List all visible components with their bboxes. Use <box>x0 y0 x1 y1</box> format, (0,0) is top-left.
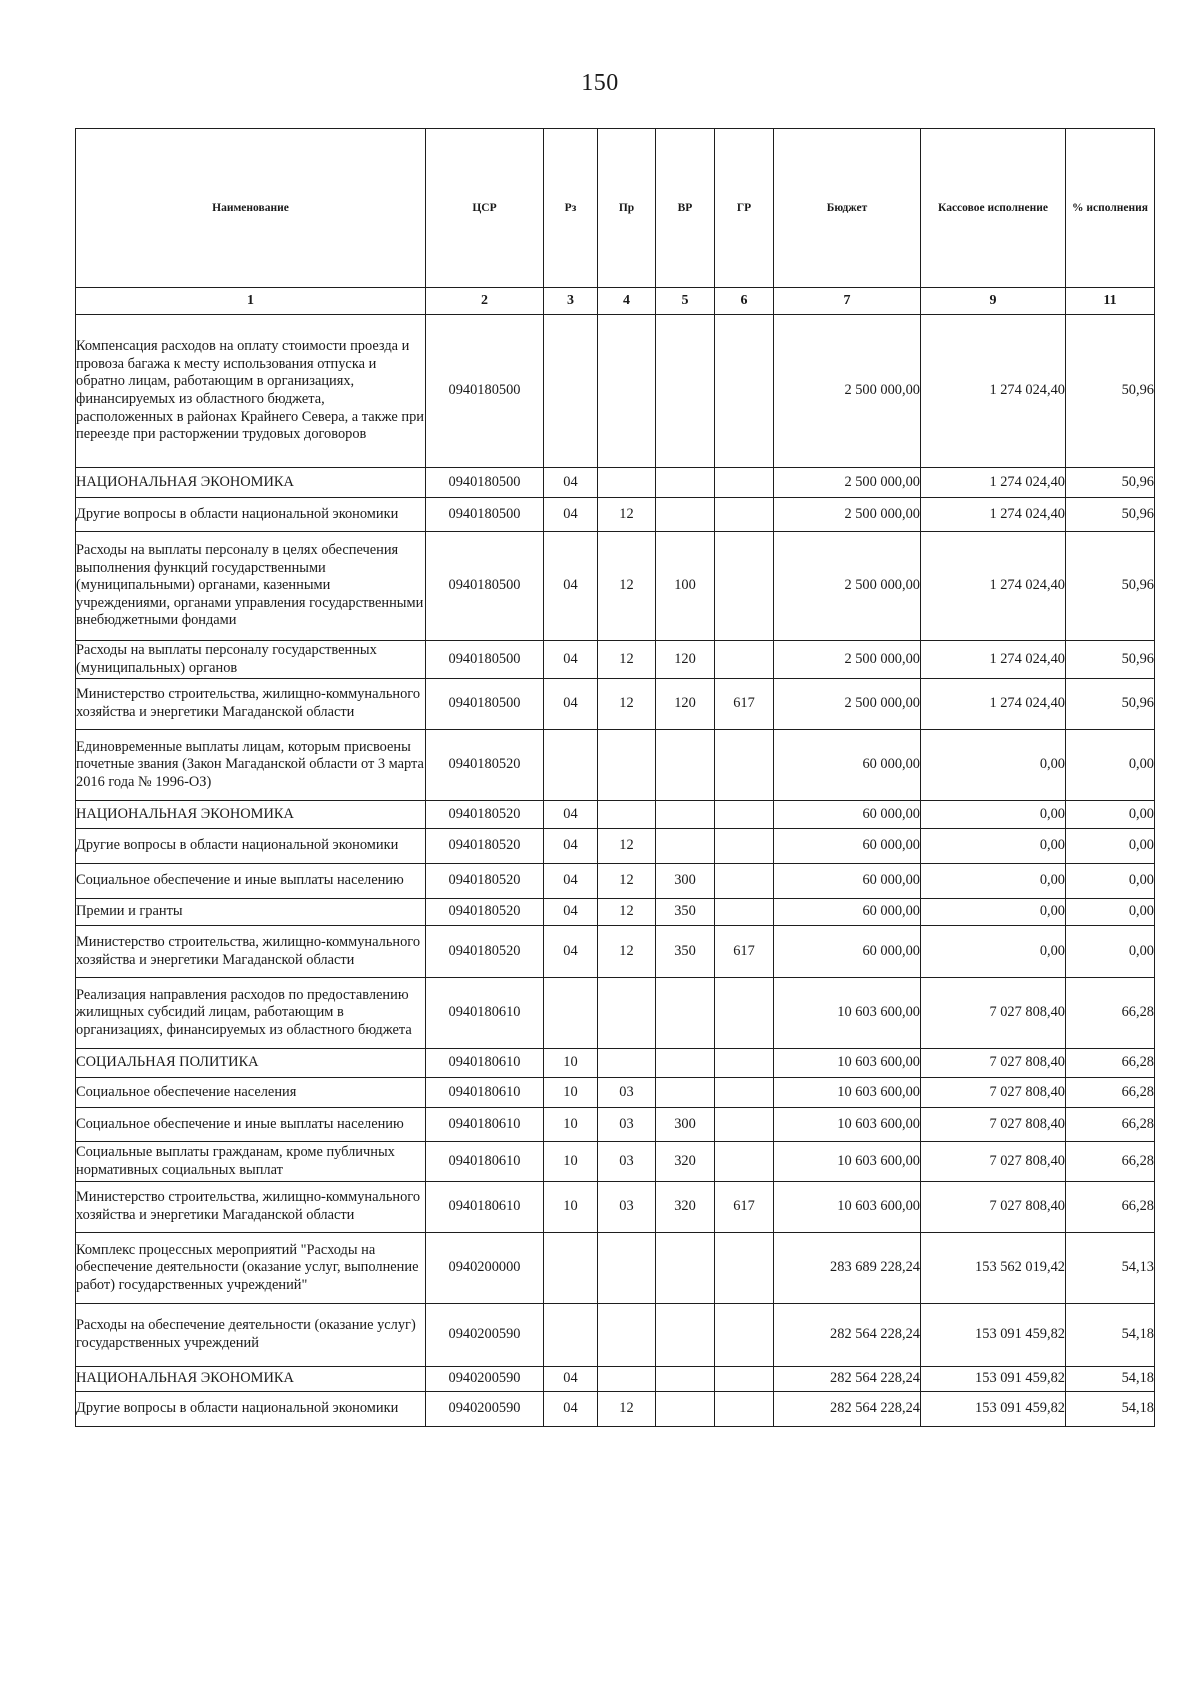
row-pr: 12 <box>598 926 656 978</box>
row-cash-execution: 0,00 <box>921 801 1066 829</box>
row-rz: 10 <box>544 1049 598 1078</box>
row-csr: 0940180500 <box>426 498 544 532</box>
row-name: Расходы на выплаты персоналу государственных (муниципальных) органов <box>76 641 426 679</box>
header-csr: ЦСР <box>426 129 544 288</box>
row-execution-percent: 50,96 <box>1066 679 1155 730</box>
row-name: Социальное обеспечение и иные выплаты населению <box>76 1108 426 1142</box>
row-name: НАЦИОНАЛЬНАЯ ЭКОНОМИКА <box>76 1367 426 1392</box>
table-row <box>76 498 1155 532</box>
row-pr <box>598 1233 656 1304</box>
row-csr: 0940180610 <box>426 1142 544 1182</box>
row-rz: 04 <box>544 864 598 899</box>
row-gr <box>715 498 774 532</box>
row-execution-percent: 54,18 <box>1066 1367 1155 1392</box>
row-budget: 2 500 000,00 <box>774 498 921 532</box>
row-budget: 2 500 000,00 <box>774 641 921 679</box>
row-csr: 0940180500 <box>426 641 544 679</box>
row-rz <box>544 1233 598 1304</box>
row-execution-percent: 0,00 <box>1066 864 1155 899</box>
table-row <box>76 1233 1155 1304</box>
table-row <box>76 315 1155 468</box>
header-vr: ВР <box>656 129 715 288</box>
column-number: 5 <box>656 288 715 315</box>
row-csr: 0940180610 <box>426 1182 544 1233</box>
row-execution-percent: 0,00 <box>1066 801 1155 829</box>
row-pr: 12 <box>598 532 656 641</box>
header-name: Наименование <box>76 129 426 288</box>
row-pr <box>598 1049 656 1078</box>
row-gr <box>715 1078 774 1108</box>
row-budget: 282 564 228,24 <box>774 1392 921 1427</box>
row-rz: 04 <box>544 498 598 532</box>
row-execution-percent: 0,00 <box>1066 899 1155 926</box>
row-gr <box>715 1233 774 1304</box>
row-name: Социальное обеспечение населения <box>76 1078 426 1108</box>
row-pr: 03 <box>598 1142 656 1182</box>
row-name: Комплекс процессных мероприятий "Расходы на обеспечение деятельности (оказание услуг, выполнение работ) государственных учреждений" <box>76 1233 426 1304</box>
row-vr: 350 <box>656 926 715 978</box>
row-vr <box>656 498 715 532</box>
budget-execution-table <box>75 128 1155 1427</box>
row-budget: 2 500 000,00 <box>774 679 921 730</box>
row-name: Премии и гранты <box>76 899 426 926</box>
row-gr <box>715 641 774 679</box>
row-vr <box>656 978 715 1049</box>
row-name: Компенсация расходов на оплату стоимости проезда и провоза багажа к месту использования отпуска и обратно лицам, работающим в организациях, финансируемых из областного бюджета, расположенных в районах Крайнего Севера, а также при переезде при расторжении трудовых договоров <box>76 315 426 468</box>
row-rz <box>544 1304 598 1367</box>
row-name: СОЦИАЛЬНАЯ ПОЛИТИКА <box>76 1049 426 1078</box>
row-pr: 12 <box>598 498 656 532</box>
row-cash-execution: 153 091 459,82 <box>921 1392 1066 1427</box>
row-rz: 04 <box>544 829 598 864</box>
row-pr: 12 <box>598 899 656 926</box>
row-execution-percent: 66,28 <box>1066 1078 1155 1108</box>
row-csr: 0940180610 <box>426 1049 544 1078</box>
row-vr: 320 <box>656 1142 715 1182</box>
row-budget: 10 603 600,00 <box>774 1049 921 1078</box>
row-pr: 03 <box>598 1182 656 1233</box>
column-number: 2 <box>426 288 544 315</box>
row-vr <box>656 829 715 864</box>
row-pr <box>598 730 656 801</box>
row-cash-execution: 7 027 808,40 <box>921 1142 1066 1182</box>
table-row <box>76 1367 1155 1392</box>
row-pr <box>598 978 656 1049</box>
row-rz <box>544 978 598 1049</box>
row-pr: 12 <box>598 1392 656 1427</box>
row-budget: 282 564 228,24 <box>774 1304 921 1367</box>
row-pr <box>598 315 656 468</box>
row-budget: 60 000,00 <box>774 801 921 829</box>
row-rz: 04 <box>544 1367 598 1392</box>
row-gr <box>715 468 774 498</box>
table-row <box>76 829 1155 864</box>
row-gr <box>715 978 774 1049</box>
table-row <box>76 899 1155 926</box>
row-gr: 617 <box>715 1182 774 1233</box>
row-execution-percent: 54,18 <box>1066 1392 1155 1427</box>
table-row <box>76 1108 1155 1142</box>
row-rz: 04 <box>544 1392 598 1427</box>
table-row <box>76 1392 1155 1427</box>
row-execution-percent: 54,13 <box>1066 1233 1155 1304</box>
table-row <box>76 468 1155 498</box>
row-gr <box>715 1367 774 1392</box>
column-number: 9 <box>921 288 1066 315</box>
row-budget: 10 603 600,00 <box>774 1108 921 1142</box>
row-vr <box>656 1304 715 1367</box>
row-vr <box>656 1233 715 1304</box>
row-cash-execution: 0,00 <box>921 730 1066 801</box>
row-gr <box>715 829 774 864</box>
column-number-row <box>76 288 1155 315</box>
table-row <box>76 926 1155 978</box>
row-name: Другие вопросы в области национальной экономики <box>76 829 426 864</box>
row-cash-execution: 1 274 024,40 <box>921 468 1066 498</box>
row-vr <box>656 801 715 829</box>
row-vr: 120 <box>656 641 715 679</box>
row-pr <box>598 1367 656 1392</box>
header-gr: ГР <box>715 129 774 288</box>
row-name: НАЦИОНАЛЬНАЯ ЭКОНОМИКА <box>76 801 426 829</box>
row-pr: 12 <box>598 641 656 679</box>
row-csr: 0940180520 <box>426 730 544 801</box>
row-budget: 2 500 000,00 <box>774 315 921 468</box>
row-budget: 60 000,00 <box>774 899 921 926</box>
column-number: 3 <box>544 288 598 315</box>
row-csr: 0940180610 <box>426 1108 544 1142</box>
row-execution-percent: 0,00 <box>1066 730 1155 801</box>
row-execution-percent: 50,96 <box>1066 315 1155 468</box>
column-number: 4 <box>598 288 656 315</box>
header-rz: Рз <box>544 129 598 288</box>
row-cash-execution: 1 274 024,40 <box>921 498 1066 532</box>
row-gr <box>715 1108 774 1142</box>
row-name: Социальные выплаты гражданам, кроме публичных нормативных социальных выплат <box>76 1142 426 1182</box>
row-execution-percent: 50,96 <box>1066 532 1155 641</box>
row-rz: 10 <box>544 1142 598 1182</box>
row-vr <box>656 730 715 801</box>
row-vr <box>656 1367 715 1392</box>
row-execution-percent: 66,28 <box>1066 978 1155 1049</box>
row-rz: 10 <box>544 1182 598 1233</box>
row-execution-percent: 50,96 <box>1066 641 1155 679</box>
row-cash-execution: 7 027 808,40 <box>921 1049 1066 1078</box>
row-budget: 60 000,00 <box>774 926 921 978</box>
table-row <box>76 1182 1155 1233</box>
row-gr <box>715 1304 774 1367</box>
row-csr: 0940180520 <box>426 864 544 899</box>
row-gr <box>715 899 774 926</box>
row-pr <box>598 468 656 498</box>
row-pr: 12 <box>598 864 656 899</box>
row-gr: 617 <box>715 926 774 978</box>
row-vr <box>656 468 715 498</box>
page-number: 150 <box>581 70 619 96</box>
row-cash-execution: 7 027 808,40 <box>921 1078 1066 1108</box>
table-row <box>76 978 1155 1049</box>
row-pr <box>598 1304 656 1367</box>
row-rz: 10 <box>544 1078 598 1108</box>
table-row <box>76 1049 1155 1078</box>
column-number: 1 <box>76 288 426 315</box>
row-cash-execution: 1 274 024,40 <box>921 679 1066 730</box>
row-rz: 04 <box>544 468 598 498</box>
table-row <box>76 641 1155 679</box>
row-vr <box>656 315 715 468</box>
row-csr: 0940180520 <box>426 801 544 829</box>
row-csr: 0940200000 <box>426 1233 544 1304</box>
row-execution-percent: 66,28 <box>1066 1049 1155 1078</box>
header-pr: Пр <box>598 129 656 288</box>
row-budget: 60 000,00 <box>774 730 921 801</box>
row-cash-execution: 0,00 <box>921 926 1066 978</box>
row-csr: 0940180500 <box>426 468 544 498</box>
row-budget: 10 603 600,00 <box>774 1142 921 1182</box>
row-vr <box>656 1392 715 1427</box>
table-row <box>76 801 1155 829</box>
row-execution-percent: 66,28 <box>1066 1108 1155 1142</box>
row-vr: 320 <box>656 1182 715 1233</box>
header-cash-execution: Кассовое исполнение <box>921 129 1066 288</box>
row-cash-execution: 1 274 024,40 <box>921 641 1066 679</box>
row-budget: 2 500 000,00 <box>774 532 921 641</box>
row-rz: 10 <box>544 1108 598 1142</box>
row-pr: 03 <box>598 1108 656 1142</box>
row-execution-percent: 66,28 <box>1066 1142 1155 1182</box>
row-cash-execution: 7 027 808,40 <box>921 978 1066 1049</box>
row-gr <box>715 730 774 801</box>
row-cash-execution: 1 274 024,40 <box>921 532 1066 641</box>
table-body <box>76 315 1155 1427</box>
row-budget: 2 500 000,00 <box>774 468 921 498</box>
row-vr: 350 <box>656 899 715 926</box>
row-csr: 0940180610 <box>426 1078 544 1108</box>
row-name: Расходы на обеспечение деятельности (оказание услуг) государственных учреждений <box>76 1304 426 1367</box>
row-cash-execution: 0,00 <box>921 829 1066 864</box>
row-budget: 283 689 228,24 <box>774 1233 921 1304</box>
row-execution-percent: 0,00 <box>1066 926 1155 978</box>
row-name: Другие вопросы в области национальной экономики <box>76 498 426 532</box>
row-csr: 0940180520 <box>426 926 544 978</box>
row-vr <box>656 1049 715 1078</box>
row-budget: 10 603 600,00 <box>774 978 921 1049</box>
row-execution-percent: 54,18 <box>1066 1304 1155 1367</box>
row-cash-execution: 153 091 459,82 <box>921 1367 1066 1392</box>
column-number: 11 <box>1066 288 1155 315</box>
row-execution-percent: 66,28 <box>1066 1182 1155 1233</box>
row-rz: 04 <box>544 899 598 926</box>
row-cash-execution: 1 274 024,40 <box>921 315 1066 468</box>
row-gr <box>715 864 774 899</box>
column-number: 7 <box>774 288 921 315</box>
table-row <box>76 679 1155 730</box>
row-vr: 300 <box>656 864 715 899</box>
row-vr: 100 <box>656 532 715 641</box>
row-budget: 60 000,00 <box>774 864 921 899</box>
row-cash-execution: 153 562 019,42 <box>921 1233 1066 1304</box>
column-number: 6 <box>715 288 774 315</box>
row-budget: 10 603 600,00 <box>774 1078 921 1108</box>
row-vr <box>656 1078 715 1108</box>
row-pr: 12 <box>598 829 656 864</box>
row-name: Министерство строительства, жилищно-коммунального хозяйства и энергетики Магаданской области <box>76 679 426 730</box>
row-budget: 282 564 228,24 <box>774 1367 921 1392</box>
row-pr: 12 <box>598 679 656 730</box>
header-budget: Бюджет <box>774 129 921 288</box>
row-pr: 03 <box>598 1078 656 1108</box>
row-csr: 0940200590 <box>426 1392 544 1427</box>
table-row <box>76 1304 1155 1367</box>
header-row <box>76 129 1155 288</box>
table-row <box>76 864 1155 899</box>
row-cash-execution: 7 027 808,40 <box>921 1182 1066 1233</box>
row-gr <box>715 801 774 829</box>
row-csr: 0940180500 <box>426 679 544 730</box>
row-budget: 10 603 600,00 <box>774 1182 921 1233</box>
row-rz <box>544 730 598 801</box>
row-name: Расходы на выплаты персоналу в целях обеспечения выполнения функций государственными (муниципальными) органами, казенными учреждениями, органами управления государственными внебюджетными фондами <box>76 532 426 641</box>
table-row <box>76 532 1155 641</box>
row-gr <box>715 315 774 468</box>
row-rz: 04 <box>544 679 598 730</box>
row-rz: 04 <box>544 801 598 829</box>
row-name: Министерство строительства, жилищно-коммунального хозяйства и энергетики Магаданской области <box>76 926 426 978</box>
row-csr: 0940180610 <box>426 978 544 1049</box>
row-csr: 0940180520 <box>426 899 544 926</box>
row-execution-percent: 50,96 <box>1066 468 1155 498</box>
row-name: Министерство строительства, жилищно-коммунального хозяйства и энергетики Магаданской области <box>76 1182 426 1233</box>
row-execution-percent: 0,00 <box>1066 829 1155 864</box>
row-csr: 0940200590 <box>426 1367 544 1392</box>
table-row <box>76 1142 1155 1182</box>
row-vr: 120 <box>656 679 715 730</box>
row-csr: 0940180500 <box>426 315 544 468</box>
row-name: Социальное обеспечение и иные выплаты населению <box>76 864 426 899</box>
row-gr <box>715 532 774 641</box>
row-cash-execution: 153 091 459,82 <box>921 1304 1066 1367</box>
table-row <box>76 1078 1155 1108</box>
row-rz: 04 <box>544 532 598 641</box>
row-gr: 617 <box>715 679 774 730</box>
row-pr <box>598 801 656 829</box>
row-csr: 0940180520 <box>426 829 544 864</box>
row-name: Реализация направления расходов по предоставлению жилищных субсидий лицам, работающим в организациях, финансируемых из областного бюджета <box>76 978 426 1049</box>
row-cash-execution: 0,00 <box>921 899 1066 926</box>
row-rz: 04 <box>544 926 598 978</box>
row-name: НАЦИОНАЛЬНАЯ ЭКОНОМИКА <box>76 468 426 498</box>
row-name: Единовременные выплаты лицам, которым присвоены почетные звания (Закон Магаданской области от 3 марта 2016 года № 1996-ОЗ) <box>76 730 426 801</box>
row-gr <box>715 1392 774 1427</box>
row-csr: 0940200590 <box>426 1304 544 1367</box>
row-rz <box>544 315 598 468</box>
row-rz: 04 <box>544 641 598 679</box>
row-gr <box>715 1142 774 1182</box>
row-gr <box>715 1049 774 1078</box>
header-execution-percent: % исполнения <box>1066 129 1155 288</box>
row-name: Другие вопросы в области национальной экономики <box>76 1392 426 1427</box>
table-row <box>76 730 1155 801</box>
row-budget: 60 000,00 <box>774 829 921 864</box>
row-vr: 300 <box>656 1108 715 1142</box>
row-cash-execution: 7 027 808,40 <box>921 1108 1066 1142</box>
row-csr: 0940180500 <box>426 532 544 641</box>
row-execution-percent: 50,96 <box>1066 498 1155 532</box>
row-cash-execution: 0,00 <box>921 864 1066 899</box>
